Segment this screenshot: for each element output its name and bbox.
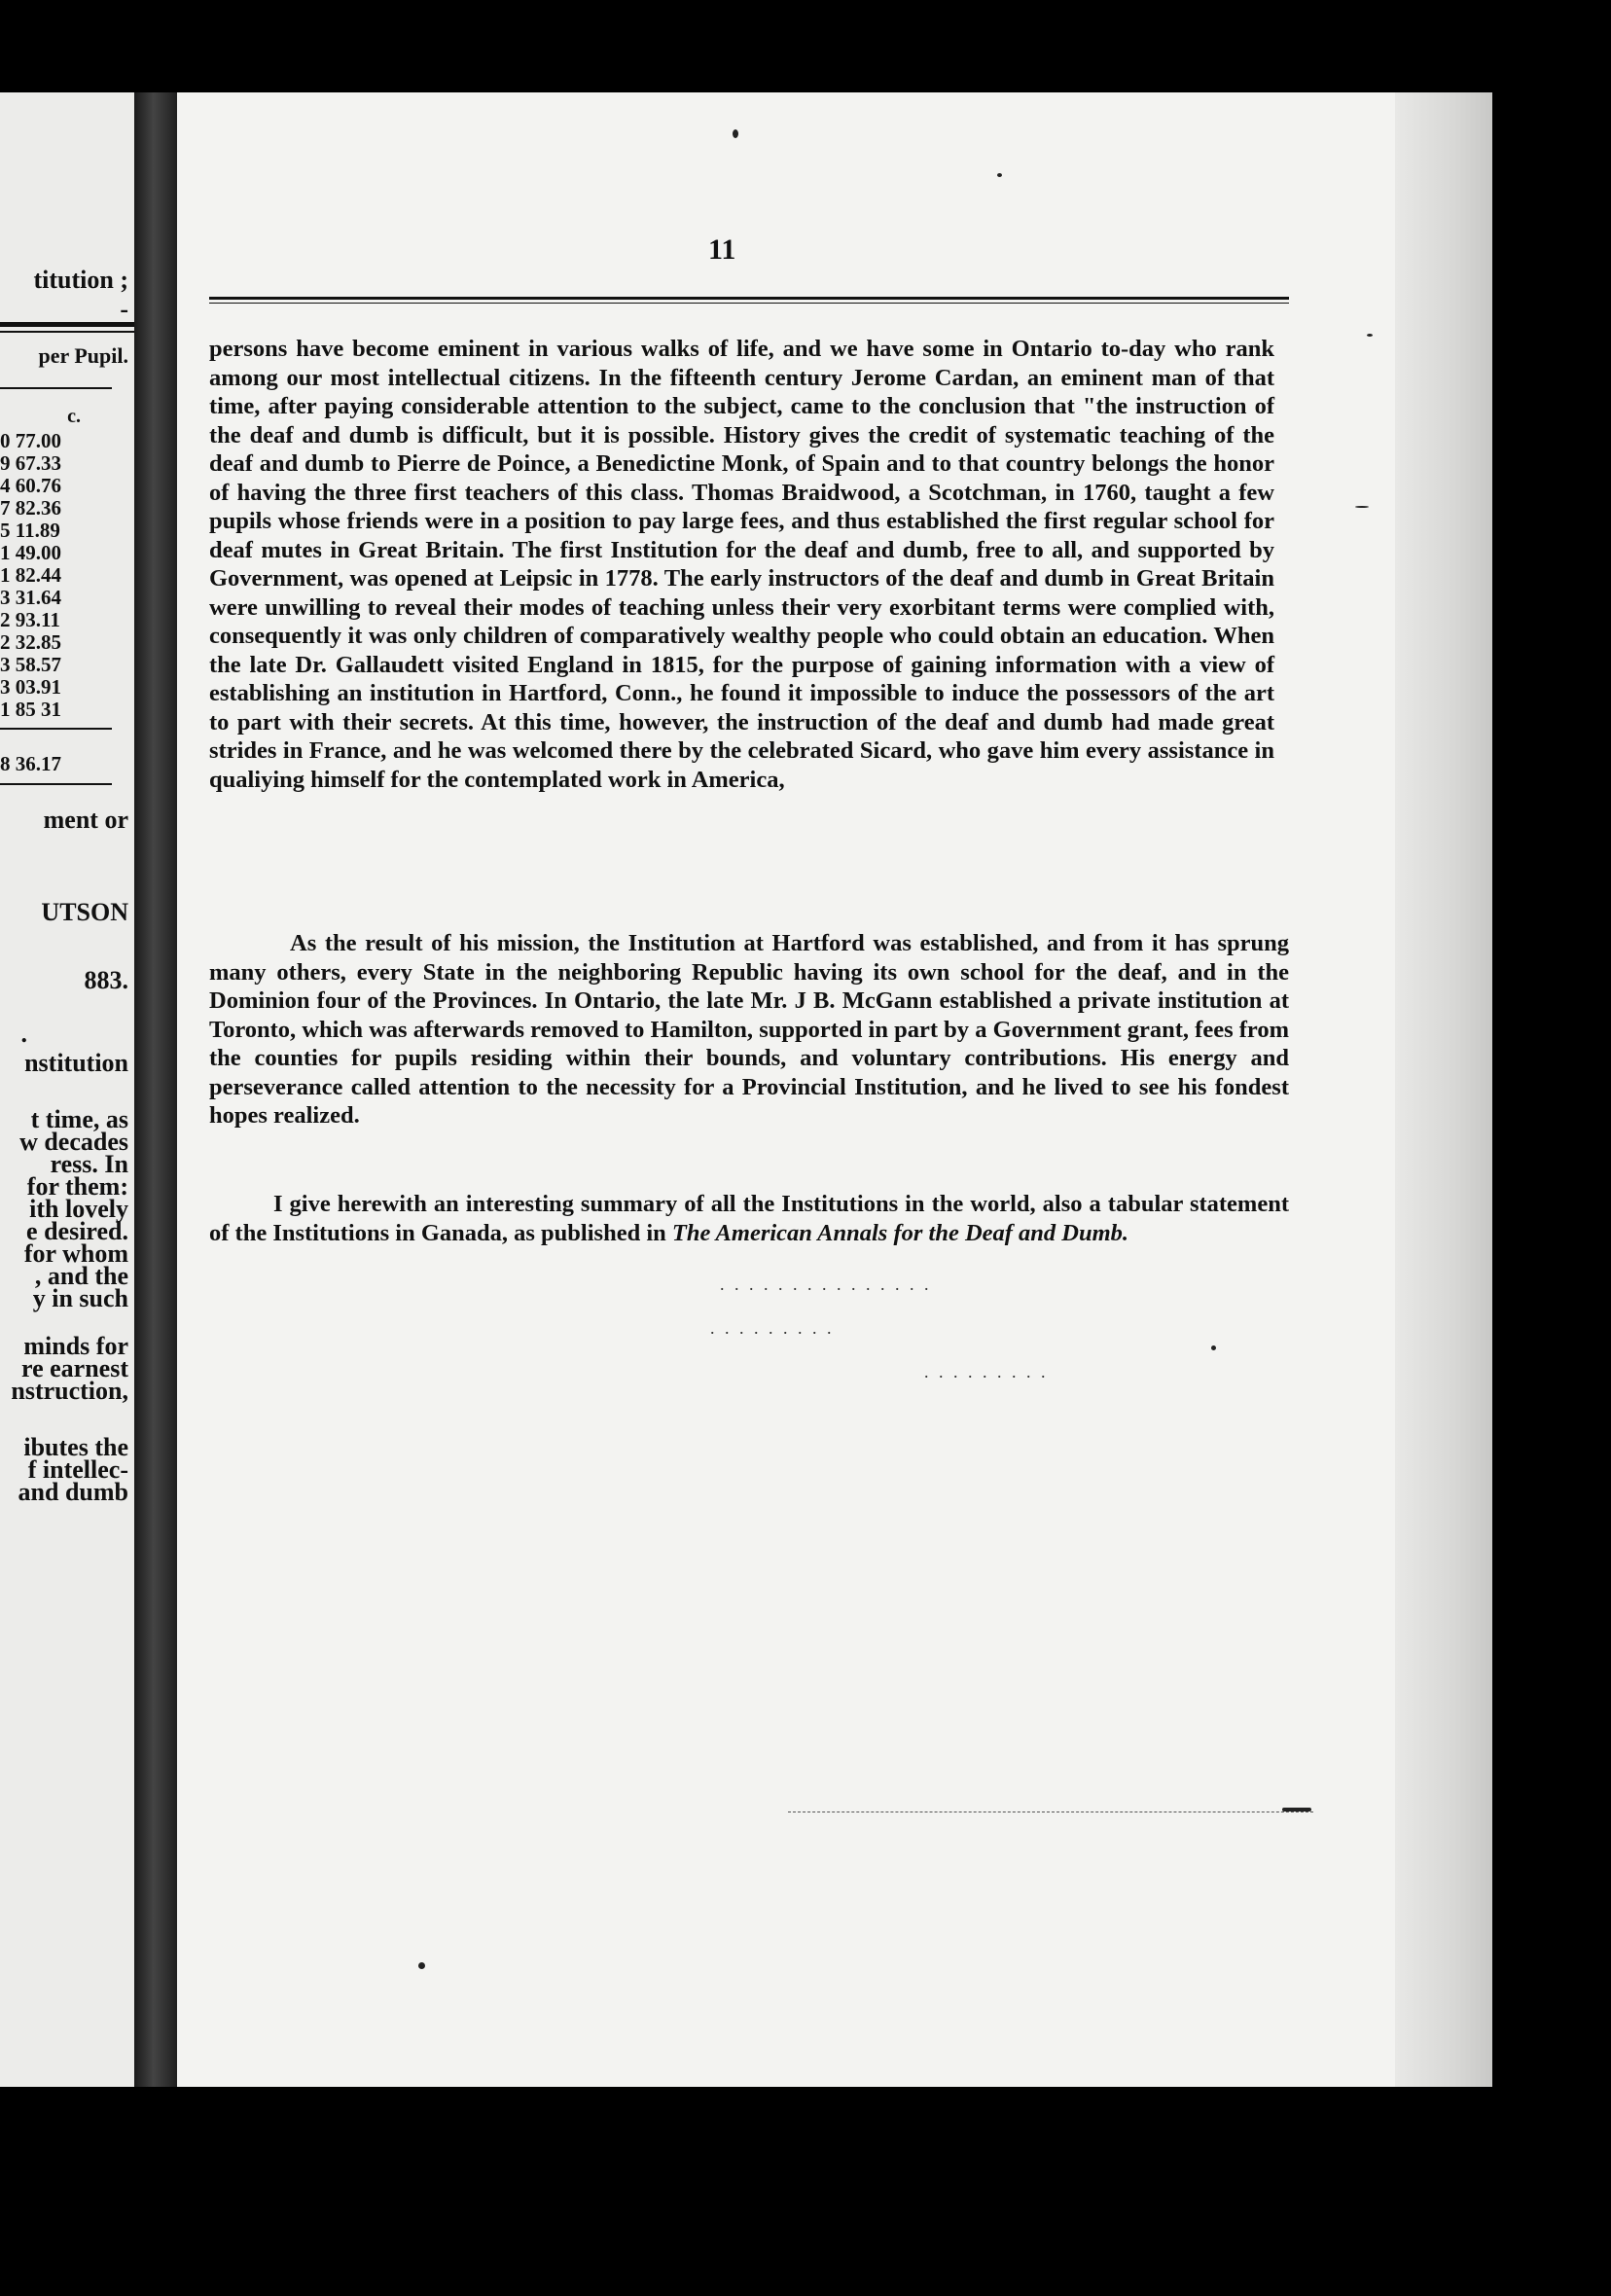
left-value: 3 03.91 [0, 675, 61, 699]
left-text-line: e desired. [26, 1217, 128, 1245]
left-rule [0, 322, 134, 327]
scan-speck [997, 173, 1002, 177]
book-gutter [134, 92, 177, 2087]
left-text-line: w decades [19, 1128, 128, 1156]
page-number: 11 [708, 233, 736, 266]
left-text-line: nstruction, [11, 1377, 128, 1405]
scan-speck [1282, 1808, 1311, 1812]
left-text-line: c. [67, 406, 81, 427]
left-rule [0, 728, 112, 730]
left-text-line: minds for [23, 1332, 128, 1360]
left-value: 9 67.33 [0, 451, 61, 475]
scan-speck [1367, 334, 1373, 337]
left-facing-page [0, 92, 134, 2087]
scan-speck [1211, 1345, 1216, 1350]
left-text-line: , and the [34, 1262, 128, 1290]
left-value: 4 60.76 [0, 474, 61, 497]
left-value: 7 82.36 [0, 496, 61, 520]
left-text-line: for whom [23, 1239, 128, 1268]
scan-speck [733, 129, 738, 138]
left-value: 3 31.64 [0, 586, 61, 609]
left-rule [0, 387, 112, 389]
left-text-line: for them: [26, 1172, 128, 1201]
page-edge [1395, 92, 1492, 2087]
left-value: 2 32.85 [0, 630, 61, 654]
left-text-line: ress. In [50, 1150, 128, 1178]
stray-dots: . . . . . . . . . . . . . . . [720, 1274, 932, 1294]
stray-dots: . . . . . . . . . [924, 1362, 1049, 1381]
left-value: 1 85 31 [0, 698, 61, 721]
left-rule [0, 331, 134, 333]
left-text-line: f intellec- [27, 1455, 128, 1484]
left-text-line: ment or [43, 806, 128, 834]
left-value: 1 82.44 [0, 563, 61, 587]
publication-title: The American Annals for the Deaf and Dumb. [671, 1219, 1129, 1246]
left-text-line: nstitution [24, 1049, 128, 1077]
header-rule [209, 297, 1289, 304]
left-value: 3 58.57 [0, 653, 61, 676]
left-text-line: 883. [84, 966, 128, 994]
left-text-line: re earnest [21, 1354, 128, 1382]
scan-speck [418, 1962, 425, 1969]
left-text-line: t time, as [30, 1105, 128, 1133]
left-text-line: y in such [32, 1284, 128, 1312]
left-value: 1 49.00 [0, 541, 61, 564]
left-text-line: ibutes the [23, 1433, 128, 1461]
left-text-line: per Pupil. [38, 343, 128, 368]
closing-paragraph [209, 1190, 1289, 1247]
body-paragraph: persons have become eminent in various walks of life, and we have some in Ontario to-day who rank among our most intellectual citizens. In the fifteenth century Jerome Cardan, an eminent man of that time, after paying considerable attention to the subject, came to the conclusion that "the instruction of the deaf and dumb is difficult, but it is possible. History gives the credit of systematic teaching of the deaf and dumb to Pierre de Poince, a Benedictine Monk, of Spain and to that country belongs the honor of having the three first teachers of this class. Thomas Braidwood, a Scotchman, in 1760, taught a few pupils whose friends were in a position to pay large fees, and thus established the first regular school for deaf mutes in Great Britain. The first Institution for the deaf and dumb, free to all, and supported by Government, was opened at Leipsic in 1778. The early instructors of the deaf and dumb in Great Britain were unwilling to reveal their modes of teaching unless their very exorbitant terms were complied with, consequently it was only children of comparatively wealthy people who could obtain an education. When the late Dr. Gallaudett visited England in 1815, for the purpose of gaining information with a view of establishing an institution in Hartford, Conn., he found it impossible to induce the possessors of the art to part with their secrets. At this time, however, the instruction of the deaf and dumb had made great strides in France, and he was welcomed there by the celebrated Sicard, who gave him every assistance in qualiying himself for the contemplated work in America, [209, 336, 1274, 793]
left-text-line: titution ; [33, 266, 128, 294]
scan-speck [1355, 506, 1369, 508]
left-value: 0 77.00 [0, 429, 61, 452]
left-value: 5 11.89 [0, 519, 60, 542]
left-value: 2 93.11 [0, 608, 60, 631]
closing-text: I give herewith an interesting summary of all the Institutions in the world, also a tabular statement of the Institutions in Ganada, as published in [209, 1191, 1289, 1246]
body-paragraph: As the result of his mission, the Institution at Hartford was established, and from it has sprung many others, every State in the neighboring Republic having its own school for the deaf, and in the Dominion four of the Provinces. In Ontario, the late Mr. J B. McGann established a private institution at Toronto, which was afterwards removed to Hamilton, supported in part by a Government grant, fees from the counties for pupils residing within their bounds, and voluntary contributions. His energy and perseverance called attention to the necessity for a Provincial Institution, and he lived to see his fondest hopes realized. [209, 930, 1289, 1129]
left-text-line: - [120, 295, 128, 323]
left-total: 8 36.17 [0, 752, 61, 775]
left-text-line: ith lovely [29, 1195, 128, 1223]
left-rule [0, 783, 112, 785]
left-text-line: UTSON [41, 898, 128, 926]
left-text-line: and dumb [18, 1478, 128, 1506]
left-text-line: . [20, 1020, 27, 1048]
stray-dots: . . . . . . . . . [710, 1318, 835, 1338]
